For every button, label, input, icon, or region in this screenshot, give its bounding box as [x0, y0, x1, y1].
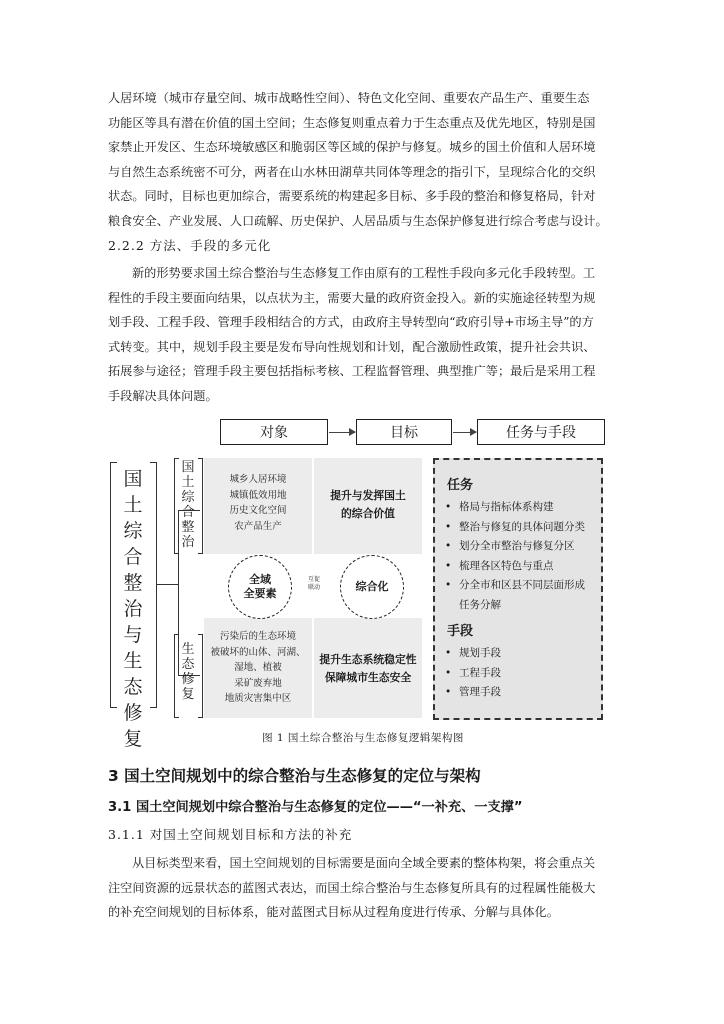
inner-bracket-bottom-right — [198, 634, 203, 718]
paragraph-1 — [108, 86, 620, 233]
list-item-text: 任务分解 — [459, 598, 501, 611]
text-line: 与自然生态系统密不可分，两者在山水林田湖草共同体等理念的指引下，呈现综合化的交织 — [108, 164, 596, 179]
section-heading-3-1: 3.1 国土空间规划中综合整治与生态修复的定位——“一补充、一支撑” — [108, 800, 523, 815]
outer-vertical-label: 国 土 综 合 整 治 与 生 态 修 复 — [123, 468, 143, 750]
circle-integration: 综合化 — [340, 555, 404, 619]
text-line: 拓展参与途径；管理手段主要包括指标考核、工程监督管理、典型推广等；最后是采用工程 — [108, 364, 596, 378]
mutual-promotion-label: 互促 联动 — [307, 576, 320, 591]
list-item: • 管理手段 — [445, 683, 501, 703]
text-line: 式转变。其中，规划手段主要是发布导向性规划和计划，配合激励性政策，提升社会共识、 — [108, 339, 596, 354]
outer-left-bracket — [110, 462, 117, 708]
text-line: 划手段、工程手段、管理手段相结合的方式，由政府主导转型向“政府引导+市场主导”的方 — [108, 315, 594, 329]
section-heading-3-1-1: 3.1.1 对国土空间规划目标和方法的补充 — [108, 827, 353, 842]
inner-bracket-top-right — [198, 458, 203, 554]
sub-label-ecological-restoration: 生 态 修 复 — [181, 642, 195, 702]
text-line: 人居环境（城市存量空间、城市战略性空间）、特色文化空间、重要农产品生产、重要生态 — [108, 91, 590, 105]
inner-bracket-top — [174, 458, 179, 554]
section-heading-2-2-2: 2.2.2 方法、手段的多元化 — [108, 238, 272, 253]
text-line: 家禁止开发区、生态环境敏感区和脆弱区等区域的保护与修复。城乡的国土价值和人居环境 — [108, 140, 596, 154]
means-list — [445, 644, 501, 703]
section-heading-3: 3 国土空间规划中的综合整治与生态修复的定位与架构 — [108, 767, 481, 785]
header-tasks-means: 任务与手段 — [477, 419, 605, 445]
text-line: 从目标类型来看，国土空间规划的目标需要是面向全域全要素的整体构架，将会重点关 — [132, 856, 596, 870]
text-line: 状态。同时，目标也更加综合，需要系统的构建起多目标、多手段的整治和修复格局，针对 — [108, 189, 596, 203]
paragraph-2 — [108, 261, 620, 408]
top-goal-text: 提升与发挥国土 的综合价值 — [330, 489, 406, 520]
figure-caption: 图 1 国土综合整治与生态修复逻辑架构图 — [262, 732, 464, 744]
text-line: 程性的手段主要面向结果，以点状为主，需要大量的政府资金投入。新的实施途径转型为规 — [108, 290, 596, 305]
arrow-right — [329, 432, 355, 433]
tasks-title: 任务 — [447, 478, 474, 493]
text-line: 粮食安全、产业发展、人口疏解、历史保护、人居品质与生态保护修复进行综合考虑与设计。 — [108, 213, 608, 228]
outer-right-bracket — [150, 462, 157, 708]
paragraph-3 — [108, 851, 620, 925]
means-title: 手段 — [447, 624, 474, 639]
circle-all-domain: 全域 全要素 — [228, 555, 292, 619]
header-object: 对象 — [220, 419, 328, 445]
text-line: 新的形势要求国土综合整治与生态修复工作由原有的工程性手段向多元化手段转型。工 — [132, 266, 596, 280]
header-goal: 目标 — [356, 419, 452, 445]
list-item: • 整治与修复的具体问题分类 — [445, 518, 585, 538]
sub-label-land-consolidation: 国 土 综 合 整 治 — [181, 460, 195, 550]
text-line: 的补充空间规划的目标体系，能对蓝图式目标从过程角度进行传承、分解与具体化。 — [108, 905, 559, 919]
list-item: • 工程手段 — [445, 664, 501, 684]
tasks-means-box — [433, 458, 603, 720]
list-item: • 划分全市整治与修复分区 — [445, 537, 585, 557]
list-item: • 分全市和区县不同层面形成 — [445, 576, 585, 596]
list-item: • 梳理各区特色与重点 — [445, 557, 585, 577]
top-object-items: 城乡人居环境 城镇低效用地 历史文化空间 农产品生产 — [229, 474, 287, 532]
bottom-goal-text: 提升生态系统稳定性 保障城市生态安全 — [319, 653, 417, 684]
inner-bracket-bottom — [174, 634, 179, 718]
bottom-object-items: 污染后的生态环境 被破坏的山体、河湖、 湿地、植被 采矿废弃地 地质灾害集中区 — [210, 631, 306, 704]
list-item: • 格局与指标体系构建 — [445, 498, 585, 518]
text-line: 功能区等具有潜在价值的国土空间；生态修复则重点着力于生态重点及优先地区，特别是国 — [108, 115, 596, 130]
tasks-list — [445, 498, 585, 616]
list-item: • 规划手段 — [445, 644, 501, 664]
list-item-continued — [445, 596, 585, 616]
text-line: 手段解决具体问题。 — [108, 388, 218, 403]
connector-line — [156, 584, 178, 585]
text-line: 注空间资源的远景状态的蓝图式表达，而国土综合整治与生态修复所具有的过程属性能极大 — [108, 880, 596, 895]
arrow-right — [453, 432, 476, 433]
logic-framework-figure — [108, 414, 618, 750]
